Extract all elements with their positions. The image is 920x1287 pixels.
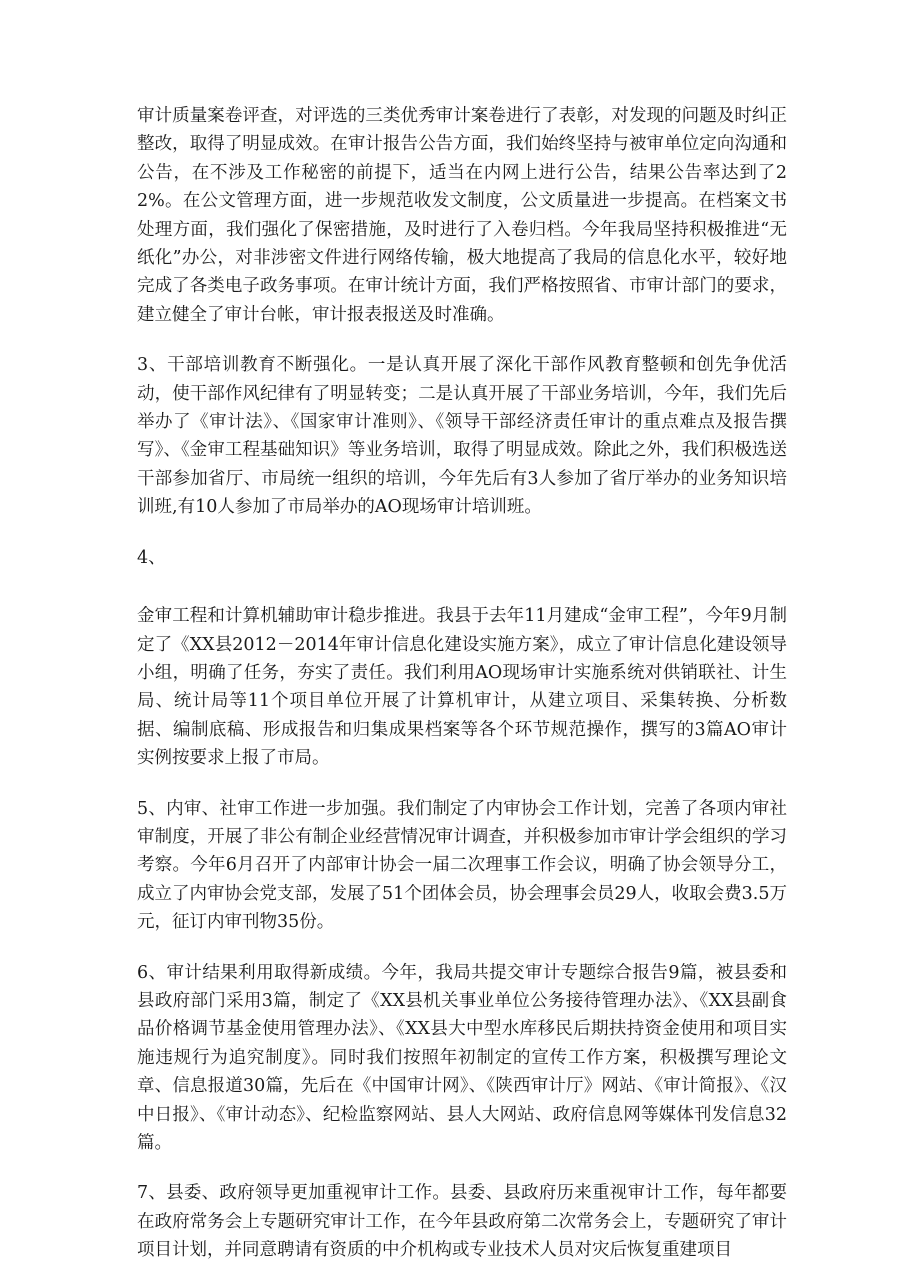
paragraph-audit-quality: 审计质量案卷评查，对评选的三类优秀审计案卷进行了表彰，对发现的问题及时纠正整改，取得了明显成效。在审计报告公告方面，我们始终坚持与被审单位定向沟通和公告，在不涉及工作秘密的前提下，适当在内网上进行公告，结果公告率达到了22%。在公文管理方面，进一步规范收发文制度，公文质量进一步提高。在档案文书处理方面，我们强化了保密措施，及时进行了入卷归档。今年我局坚持积极推进“无纸化”办公，对非涉密文件进行网络传输，极大地提高了我局的信息化水平，较好地完成了各类电子政务事项。在审计统计方面，我们严格按照省、市审计部门的要求，建立健全了审计台帐，审计报表报送及时准确。 <box>137 106 787 325</box>
paragraph-cadre-training: 3、干部培训教育不断强化。一是认真开展了深化干部作风教育整顿和创先争优活动，使干部作风纪律有了明显转变；二是认真开展了干部业务培训，今年，我们先后举办了《审计法》、《国家审计准则》、《领导干部经济责任审计的重点难点及报告撰写》、《金审工程基础知识》等业务培训，取得了明显成效。除此之外，我们积极选送干部参加省厅、市局统一组织的培训，今年先后有3人参加了省厅举办的业务知识培训班,有10人参加了市局举办的AO现场审计培训班。 <box>137 355 787 518</box>
document-page <box>137 102 787 1287</box>
paragraph-number-4: 4、 <box>137 547 166 568</box>
paragraph-leadership-support: 7、县委、政府领导更加重视审计工作。县委、县政府历来重视审计工作，每年都要在政府常务会上专题研究审计工作，在今年县政府第二次常务会上，专题研究了审计项目计划，并同意聘请有资质的中介机构或专业技术人员对灾后恢复重建项目 <box>137 1183 787 1261</box>
paragraph-audit-results: 6、审计结果利用取得新成绩。今年，我局共提交审计专题综合报告9篇，被县委和县政府部门采用3篇，制定了《XX县机关事业单位公务接待管理办法》、《XX县副食品价格调节基金使用管理办法》、《XX县大中型水库移民后期扶持资金使用和项目实施违规行为追究制度》。同时我们按照年初制定的宣传工作方案，积极撰写理论文章、信息报道30篇，先后在《中国审计网》、《陕西审计厅》网站、《审计简报》、《汉中日报》、《审计动态》、纪检监察网站、县人大网站、政府信息网等媒体刊发信息32篇。 <box>137 962 787 1153</box>
paragraph-golden-audit-project: 金审工程和计算机辅助审计稳步推进。我县于去年11月建成“金审工程”，今年9月制定了《XX县2012－2014年审计信息化建设实施方案》，成立了审计信息化建设领导小组，明确了任务，夯实了责任。我们利用AO现场审计实施系统对供销联社、计生局、统计局等11个项目单位开展了计算机审计，从建立项目、采集转换、分析数据、编制底稿、形成报告和归集成果档案等各个环节规范操作，撰写的3篇AO审计实例按要求上报了市局。 <box>137 606 787 769</box>
paragraph-internal-audit: 5、内审、社审工作进一步加强。我们制定了内审协会工作计划，完善了各项内审社审制度，开展了非公有制企业经营情况审计调查，并积极参加市审计学会组织的学习考察。今年6月召开了内部审计协会一届二次理事工作会议，明确了协会领导分工，成立了内审协会党支部，发展了51个团体会员，协会理事会员29人，收取会费3.5万元，征订内审刊物35份。 <box>137 798 787 933</box>
